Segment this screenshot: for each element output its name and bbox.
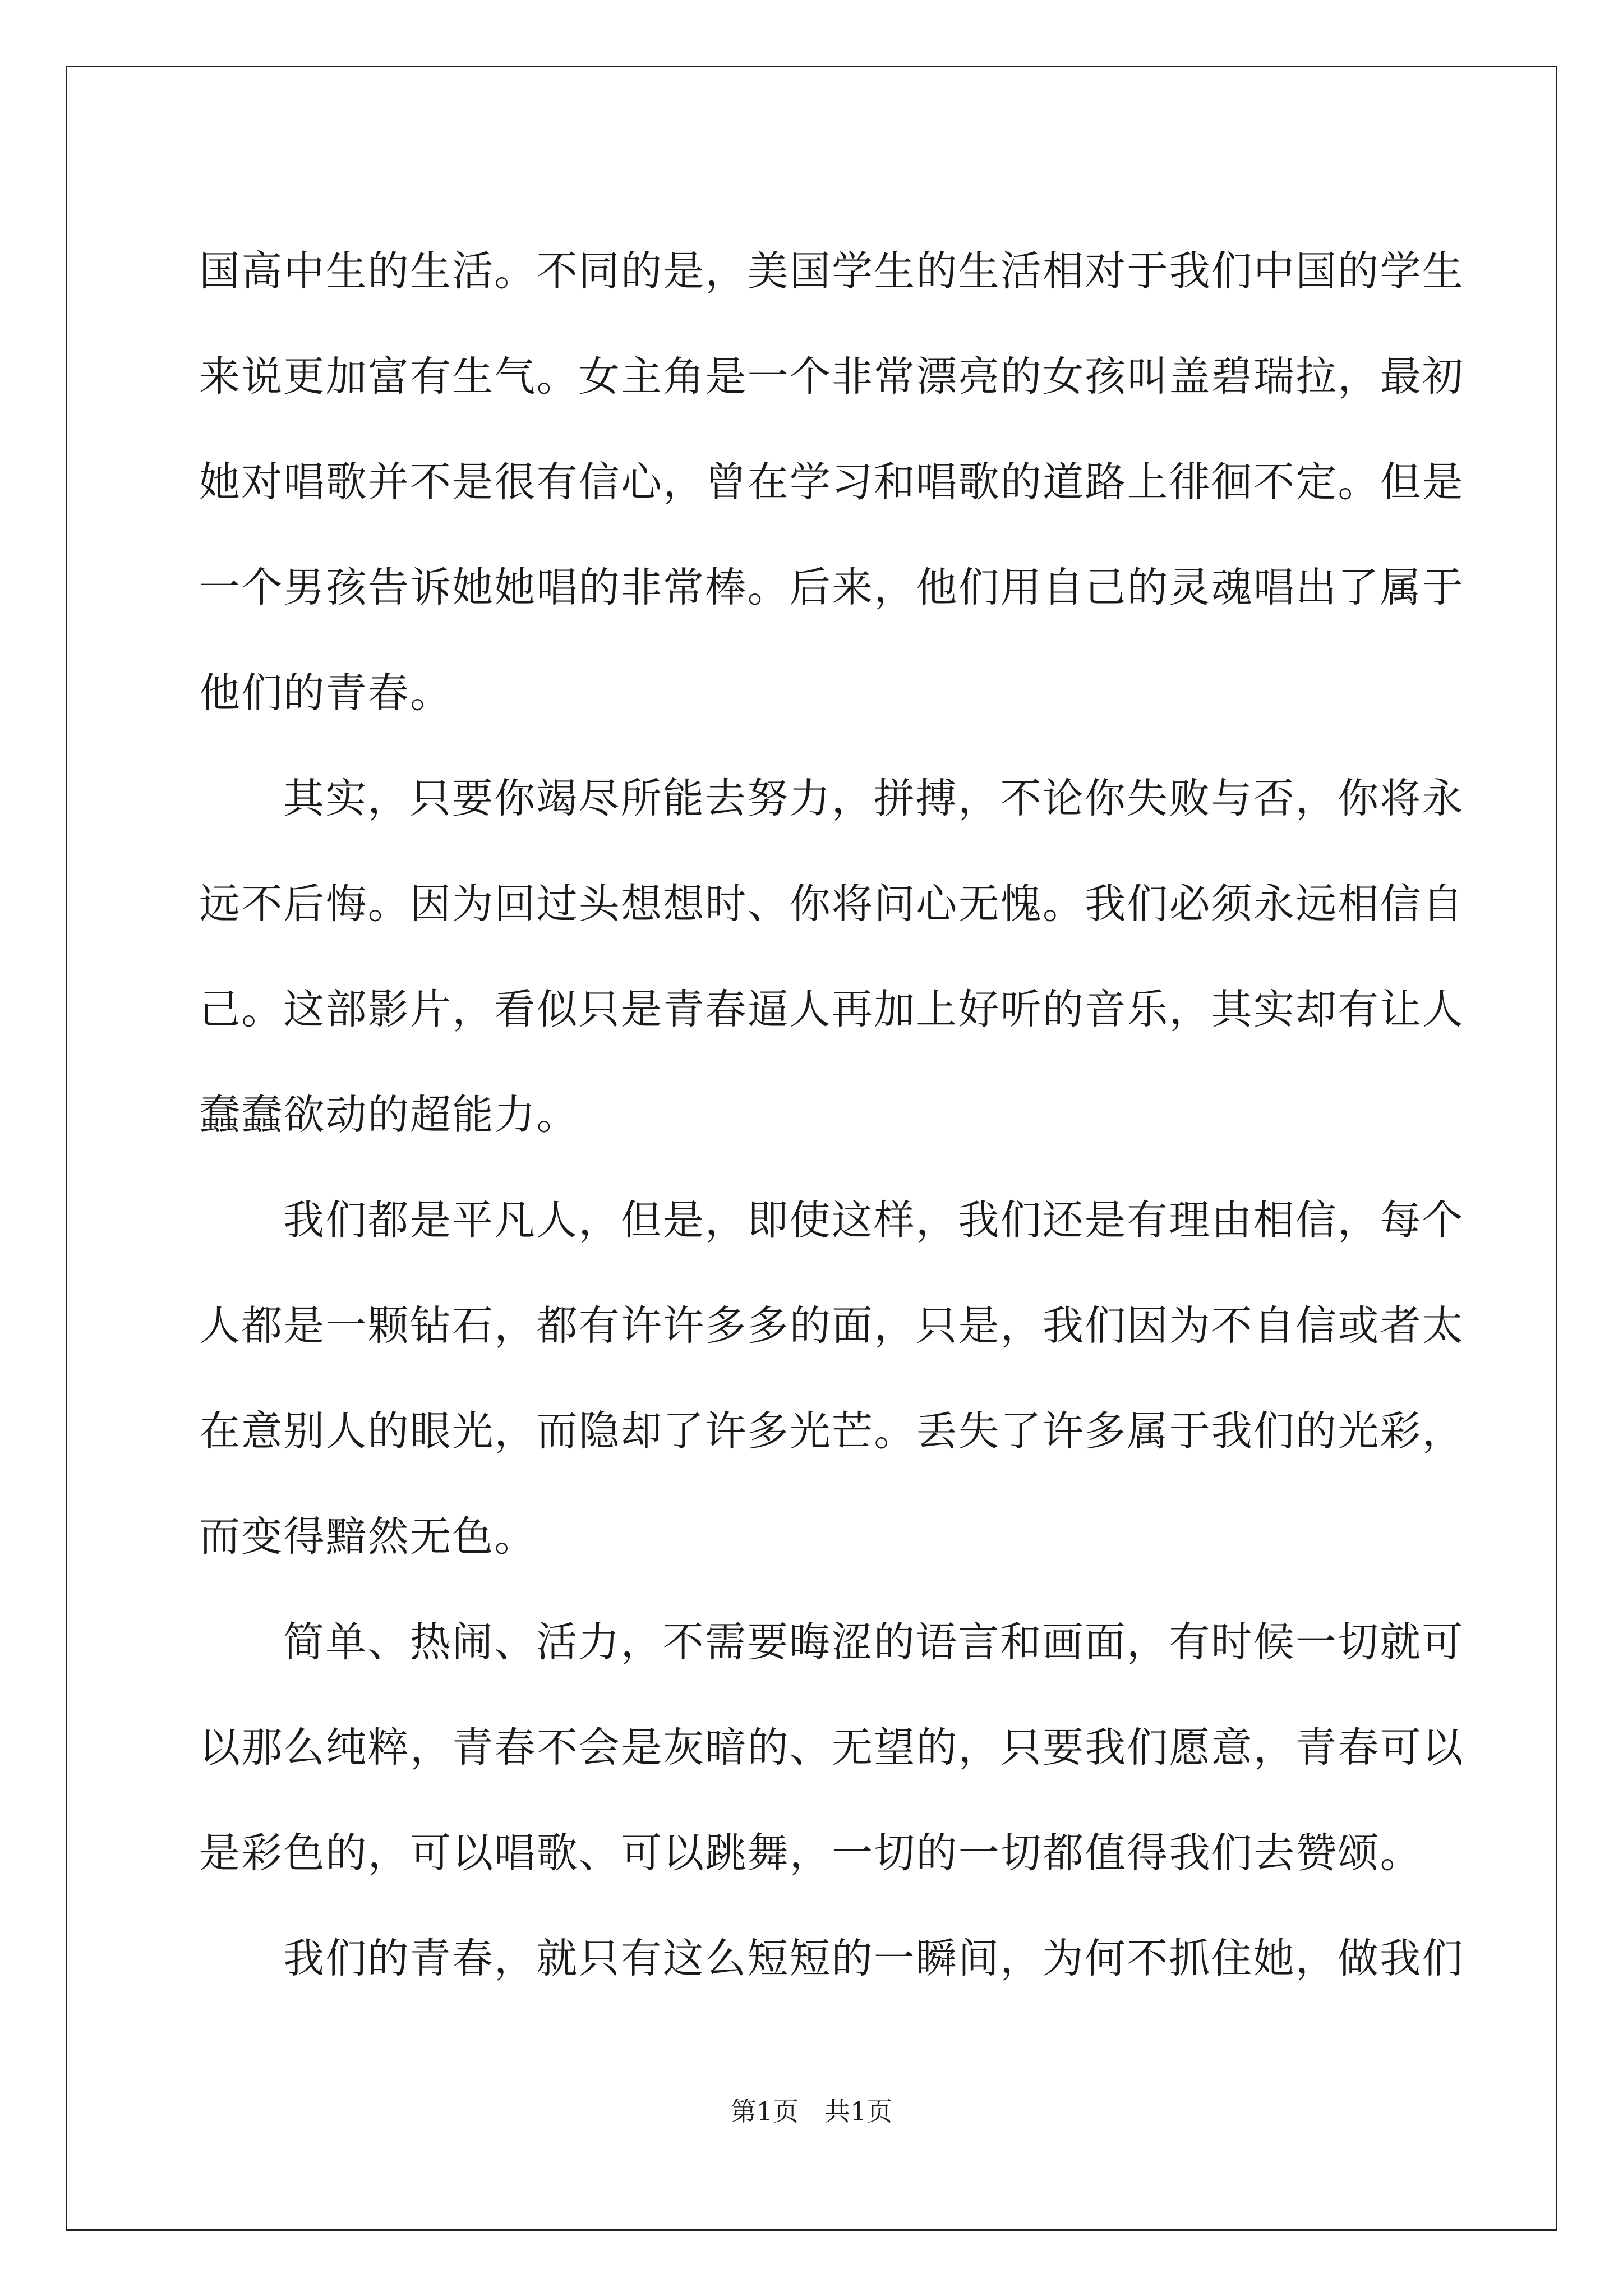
text-line: 在意别人的眼光，而隐却了许多光芒。丢失了许多属于我们的光彩， — [199, 1407, 1464, 1455]
text-line: 蠢蠢欲动的超能力。 — [199, 1091, 579, 1139]
text-line: 一个男孩告诉她她唱的非常棒。后来，他们用自己的灵魂唱出了属于 — [199, 564, 1464, 611]
text-line: 远不后悔。因为回过头想想时、你将问心无愧。我们必须永远相信自 — [199, 880, 1464, 928]
text-line: 是彩色的，可以唱歌、可以跳舞，一切的一切都值得我们去赞颂。 — [199, 1829, 1422, 1877]
text-line: 其实，只要你竭尽所能去努力，拼搏，不论你失败与否，你将永 — [283, 775, 1464, 822]
text-line: 国高中生的生活。不同的是，美国学生的生活相对于我们中国的学生 — [199, 247, 1464, 295]
text-line: 来说更加富有生气。女主角是一个非常漂亮的女孩叫盖碧瑞拉，最初 — [199, 353, 1464, 401]
text-line: 而变得黯然无色。 — [199, 1513, 537, 1561]
text-line: 她对唱歌并不是很有信心，曾在学习和唱歌的道路上徘徊不定。但是 — [199, 458, 1464, 506]
text-line: 简单、热闹、活力，不需要晦涩的语言和画面，有时候一切就可 — [283, 1618, 1464, 1666]
text-line: 人都是一颗钻石，都有许许多多的面，只是，我们因为不自信或者太 — [199, 1302, 1464, 1350]
text-line: 己。这部影片，看似只是青春逼人再加上好听的音乐，其实却有让人 — [199, 986, 1464, 1033]
document-body — [199, 219, 1464, 2012]
text-line: 我们都是平凡人，但是，即使这样，我们还是有理由相信，每个 — [283, 1197, 1464, 1244]
text-line: 他们的青春。 — [199, 669, 453, 717]
text-line: 以那么纯粹，青春不会是灰暗的、无望的，只要我们愿意，青春可以 — [199, 1724, 1464, 1772]
text-line: 我们的青春，就只有这么短短的一瞬间，为何不抓住她，做我们 — [283, 1935, 1464, 1982]
page-footer: 第1页 共1页 — [730, 2096, 893, 2127]
